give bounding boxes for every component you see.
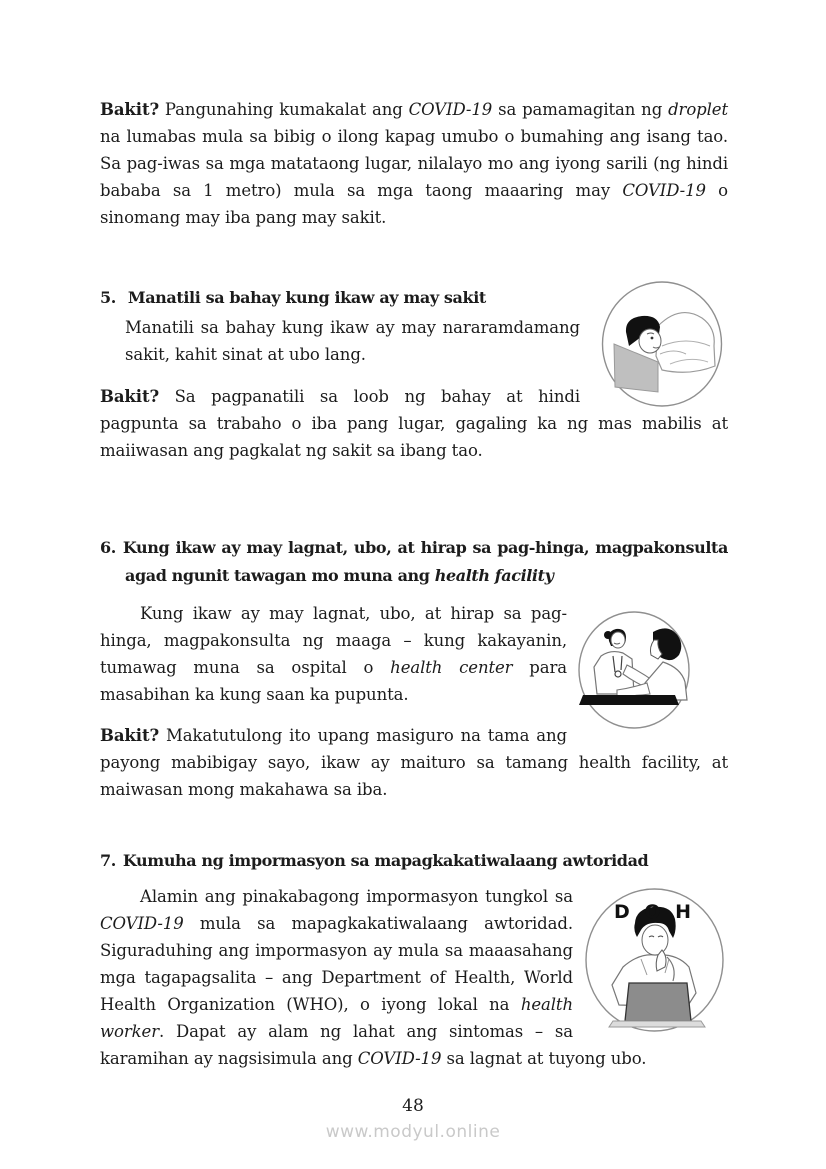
covid19-italic: COVID-19 — [100, 914, 184, 933]
section-7 — [100, 847, 728, 1072]
droplet-italic: droplet — [668, 100, 728, 119]
section-6-title: Kung ikaw ay may lagnat, ubo, at hirap sa pag-hinga, magpakonsulta agad ngunit tawagan mo muna ang — [122, 538, 728, 585]
intro-bakit-paragraph: Bakit? Pangunahing kumakalat ang COVID-19 sa pamamagitan ng droplet na lumabas mula sa bibig o ilong kapag umubo o bumahing ang isang tao. Sa pag-iwas sa mga matataong lugar, nilalayo mo ang iyong sarili (ng hindi bababa sa 1 metro) mula sa mga taong maaaring may COVID-19 o sinomang may iba pang may sakit. — [100, 100, 728, 227]
health-worker-italic: health worker — [100, 995, 573, 1041]
covid19-italic: COVID-19 — [357, 1049, 442, 1068]
health-center-italic: health center — [390, 658, 513, 677]
covid19-italic: COVID-19 — [622, 181, 706, 200]
sick-person-in-bed-icon — [600, 280, 724, 408]
section-5-bakit-paragraph: Bakit? Sa pagpanatili sa loob ng bahay at hindi pagpunta sa trabaho o iba pang lugar, gagaling ka ng mas mabilis at maiiwasan ang pagkalat ng sakit sa ibang tao. — [100, 387, 728, 460]
doh-text: D O H — [613, 901, 696, 923]
blanket — [656, 313, 715, 373]
bakit-label: Bakit? — [100, 100, 160, 119]
section-5-body: Manatili sa bahay kung ikaw ay may nararamdamang sakit, kahit sinat at ubo lang. — [125, 318, 580, 364]
bakit-label: Bakit? — [100, 387, 160, 406]
section-6-heading — [100, 534, 728, 590]
doctor-face — [611, 632, 625, 648]
section-7-title: Kumuha ng impormasyon sa mapagkakatiwalaang awtoridad — [122, 851, 649, 870]
section-6 — [100, 534, 728, 803]
section-6-body: Kung ikaw ay may lagnat, ubo, at hirap sa pag-hinga, magpakonsulta ng maaga – kung kakayanin, tumawag muna sa ospital o health center para masabihan ka kung saan ka pupunta. — [100, 604, 568, 704]
watermark: www.modyul.online — [325, 1122, 501, 1142]
laptop — [625, 983, 691, 1021]
section-7-body: Alamin ang pinakabagong impormasyon tungkol sa COVID-19 mula sa mapagkakatiwalaang awtoridad. Siguraduhing ang impormasyon ay mula sa maaasahang mga tagapagsalita – ang Department of Health, World Health Organization (WHO), o iyong lokal na health worker. Dapat ay alam ng lahat ang sintomas – sa karamihan ay nagsisimula ang COVID-19 sa lagnat at tuyong ubo. — [100, 887, 647, 1068]
section-5 — [100, 284, 728, 464]
page-number: 48 — [402, 1096, 424, 1116]
doctor-consultation-icon — [577, 610, 692, 730]
doh-info-illustration — [583, 875, 728, 1043]
section-6-bakit-paragraph: Bakit? Makatutulong ito upang masiguro na tama ang payong mabibigay sayo, ikaw ay maituro sa tamang health facility, at maiwasan mong makahawa sa iba. — [100, 726, 728, 799]
face — [642, 925, 668, 955]
covid19-italic: COVID-19 — [408, 100, 493, 119]
section-6-number: 6. — [100, 538, 116, 557]
section-7-number: 7. — [100, 851, 116, 870]
health-facility-italic: health facility — [434, 566, 554, 585]
doctor-consultation-illustration — [577, 590, 728, 745]
page-content — [100, 96, 728, 1072]
sick-person-in-bed-illustration — [590, 280, 728, 402]
section-5-number: 5. — [100, 288, 116, 307]
section-7-heading — [100, 847, 728, 875]
desk — [609, 1021, 705, 1027]
section-5-title: Manatili sa bahay kung ikaw ay may sakit — [127, 288, 486, 307]
table — [579, 695, 679, 705]
bakit-label: Bakit? — [100, 726, 160, 745]
intro-text: Pangunahing kumakalat ang — [159, 100, 409, 119]
